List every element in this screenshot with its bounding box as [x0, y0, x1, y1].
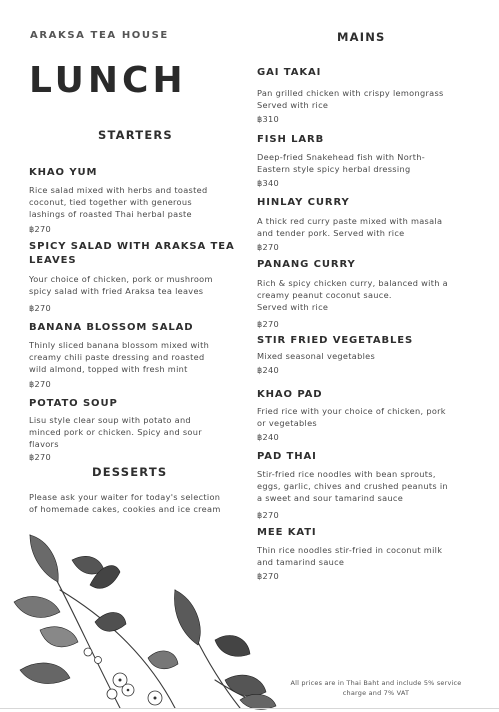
starters-heading: STARTERS [98, 128, 173, 142]
starter-item-khao-yum [29, 166, 229, 234]
main-item-stir-fried-vegetables [257, 334, 457, 375]
dish-description: A thick red curry paste mixed with masala and tender pork. Served with rice [257, 216, 443, 239]
dish-price: ฿270 [29, 223, 52, 234]
desserts-heading: DESSERTS [92, 465, 168, 479]
dish-name: SPICY SALAD WITH ARAKSA TEA LEAVES [29, 241, 235, 266]
dish-price: ฿270 [29, 451, 52, 462]
dish-name: POTATO SOUP [29, 398, 118, 409]
dish-price: ฿270 [257, 318, 280, 329]
dish-price: ฿270 [29, 303, 52, 314]
main-item-pad-thai [257, 450, 457, 520]
starter-item-spicy-salad [29, 240, 239, 313]
dish-description: Mixed seasonal vegetables [257, 351, 376, 361]
dish-price: ฿310 [257, 114, 280, 125]
dish-name: BANANA BLOSSOM SALAD [29, 322, 194, 333]
house-name: ARAKSA TEA HOUSE [30, 30, 169, 41]
dish-price: ฿270 [257, 571, 280, 582]
main-item-gai-takai [257, 66, 457, 124]
main-item-hinlay-curry [257, 196, 457, 252]
dish-description: Lisu style clear soup with potato and minced pork or chicken. Spicy and sour flavors [29, 415, 202, 450]
dish-description: Fried rice with your choice of chicken, pork or vegetables [257, 406, 446, 429]
dish-name: STIR FRIED VEGETABLES [257, 335, 414, 346]
dish-name: KHAO PAD [257, 389, 323, 400]
dish-name: PAD THAI [257, 451, 317, 462]
dish-price: ฿240 [257, 432, 280, 443]
dish-price: ฿270 [257, 509, 280, 520]
dish-price: ฿270 [257, 242, 280, 253]
main-item-fish-larb [257, 133, 457, 188]
dish-price: ฿340 [257, 178, 280, 189]
dish-description: Deep-fried Snakehead fish with North- Eastern style spicy herbal dressing [257, 152, 425, 175]
bottom-divider [0, 708, 499, 709]
dish-price: ฿240 [257, 365, 280, 376]
dish-description: Pan grilled chicken with crispy lemongrass Served with rice [257, 88, 444, 111]
dish-description: Rice salad mixed with herbs and toasted coconut, tied together with generous lashings of roasted Thai herbal paste [29, 185, 208, 220]
dish-name: GAI TAKAI [257, 67, 322, 78]
dish-name: MEE KATI [257, 527, 317, 538]
dish-description: Stir-fried rice noodles with bean sprouts, eggs, garlic, chives and crushed peanuts in a sweet and sour tamarind sauce [257, 469, 448, 504]
dish-description: Thin rice noodles stir-fried in coconut milk and tamarind sauce [257, 545, 443, 568]
main-item-khao-pad [257, 388, 457, 442]
dish-price: ฿270 [29, 378, 52, 389]
page-title: LUNCH [29, 60, 187, 101]
starter-item-banana-blossom [29, 321, 229, 389]
botanical-tea-branch-illustration [0, 530, 300, 712]
price-footnote: All prices are in Thai Baht and include 5% service charge and 7% VAT [290, 679, 462, 697]
dish-name: KHAO YUM [29, 167, 98, 178]
dish-name: PANANG CURRY [257, 259, 356, 270]
dish-description: Your choice of chicken, pork or mushroom spicy salad with fried Araksa tea leaves [29, 274, 213, 297]
desserts-description: Please ask your waiter for today's selection of homemade cakes, cookies and ice cream [29, 492, 221, 515]
mains-heading: MAINS [337, 30, 386, 44]
dish-description: Thinly sliced banana blossom mixed with creamy chili paste dressing and roasted wild almond, topped with fresh mint [29, 340, 210, 375]
dish-name: FISH LARB [257, 134, 325, 145]
dish-description: Rich & spicy chicken curry, balanced with a creamy peanut coconut sauce. Served with rice [257, 278, 448, 313]
starter-item-potato-soup [29, 397, 229, 462]
dish-name: HINLAY CURRY [257, 197, 350, 208]
main-item-panang-curry [257, 258, 457, 329]
